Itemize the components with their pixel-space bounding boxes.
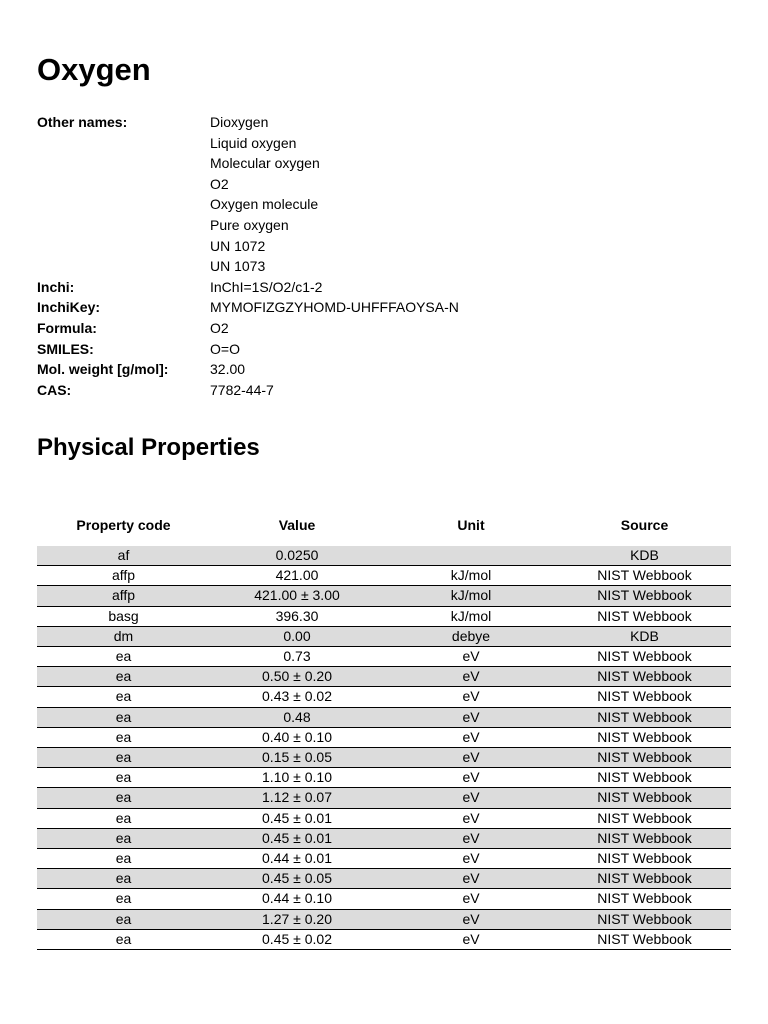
- info-value: InChI=1S/O2/c1-2: [210, 278, 323, 295]
- cell-unit: kJ/mol: [384, 566, 558, 586]
- cell-value: 0.73: [210, 647, 384, 667]
- cell-unit: eV: [384, 768, 558, 788]
- cell-property-code: affp: [37, 566, 210, 586]
- cell-unit: eV: [384, 647, 558, 667]
- table-row: [37, 626, 731, 646]
- info-values: [210, 112, 731, 277]
- info-value: UN 1072: [210, 237, 266, 254]
- info-label: SMILES:: [37, 340, 94, 357]
- table-row: [37, 586, 731, 606]
- cell-value: 1.27 ± 0.20: [210, 909, 384, 929]
- info-values: [210, 380, 731, 401]
- cell-unit: eV: [384, 667, 558, 687]
- cell-unit: eV: [384, 748, 558, 768]
- info-value: UN 1073: [210, 258, 266, 275]
- cell-source: NIST Webbook: [558, 768, 731, 788]
- section-title-physical-properties: Physical Properties: [37, 434, 260, 461]
- cell-source: NIST Webbook: [558, 707, 731, 727]
- cell-unit: eV: [384, 929, 558, 949]
- table-row: [37, 647, 731, 667]
- cell-unit: eV: [384, 727, 558, 747]
- cell-unit: [384, 546, 558, 566]
- table-row: [37, 849, 731, 869]
- cell-property-code: ea: [37, 929, 210, 949]
- table-row: [37, 667, 731, 687]
- info-label: Formula:: [37, 319, 97, 336]
- cell-source: NIST Webbook: [558, 727, 731, 747]
- info-row: [37, 359, 731, 380]
- cell-source: NIST Webbook: [558, 647, 731, 667]
- cell-value: 0.45 ± 0.01: [210, 808, 384, 828]
- table-row: [37, 889, 731, 909]
- info-label: Other names:: [37, 114, 128, 130]
- cell-unit: debye: [384, 626, 558, 646]
- table-row: [37, 929, 731, 949]
- cell-value: 0.44 ± 0.01: [210, 849, 384, 869]
- info-row: [37, 318, 731, 339]
- info-label: Inchi:: [37, 278, 75, 295]
- cell-source: NIST Webbook: [558, 606, 731, 626]
- table-row: [37, 687, 731, 707]
- cell-source: NIST Webbook: [558, 889, 731, 909]
- cell-source: NIST Webbook: [558, 849, 731, 869]
- info-value: 7782-44-7: [210, 381, 274, 398]
- table-row: [37, 808, 731, 828]
- info-row: [37, 112, 731, 277]
- table-header: [37, 512, 731, 546]
- table-body: [37, 546, 731, 950]
- table-row: [37, 768, 731, 788]
- info-value: Molecular oxygen: [210, 155, 320, 172]
- cell-value: 0.0250: [210, 546, 384, 566]
- cell-unit: eV: [384, 788, 558, 808]
- page-title: Oxygen: [37, 52, 151, 87]
- cell-source: NIST Webbook: [558, 586, 731, 606]
- cell-value: 0.43 ± 0.02: [210, 687, 384, 707]
- info-value: O2: [210, 319, 229, 336]
- info-value: MYMOFIZGZYHOMD-UHFFFAOYSA-N: [210, 299, 459, 316]
- info-value: 32.00: [210, 361, 246, 378]
- info-values: [210, 359, 731, 380]
- table-row: [37, 909, 731, 929]
- cell-source: NIST Webbook: [558, 909, 731, 929]
- cell-property-code: ea: [37, 869, 210, 889]
- cell-unit: eV: [384, 849, 558, 869]
- cell-property-code: ea: [37, 849, 210, 869]
- info-values: [210, 339, 731, 360]
- cell-property-code: ea: [37, 788, 210, 808]
- cell-property-code: ea: [37, 909, 210, 929]
- cell-unit: kJ/mol: [384, 586, 558, 606]
- info-values: [210, 297, 731, 318]
- cell-source: NIST Webbook: [558, 808, 731, 828]
- cell-value: 0.00: [210, 626, 384, 646]
- column-header-property-code: Property code: [76, 517, 171, 533]
- table-row: [37, 546, 731, 566]
- cell-property-code: affp: [37, 586, 210, 606]
- compound-info: [37, 112, 731, 400]
- table-header-row: [37, 512, 731, 546]
- cell-value: 396.30: [210, 606, 384, 626]
- cell-unit: eV: [384, 687, 558, 707]
- cell-property-code: ea: [37, 808, 210, 828]
- cell-value: 0.44 ± 0.10: [210, 889, 384, 909]
- info-value: Pure oxygen: [210, 216, 289, 233]
- column-header-source: Source: [620, 517, 669, 533]
- cell-property-code: ea: [37, 667, 210, 687]
- cell-source: NIST Webbook: [558, 788, 731, 808]
- cell-value: 0.48: [210, 707, 384, 727]
- cell-value: 0.15 ± 0.05: [210, 748, 384, 768]
- info-value: Oxygen molecule: [210, 196, 319, 213]
- cell-value: 0.40 ± 0.10: [210, 727, 384, 747]
- column-header-value: Value: [278, 517, 316, 533]
- cell-source: NIST Webbook: [558, 748, 731, 768]
- info-values: [210, 318, 731, 339]
- info-label: Mol. weight [g/mol]:: [37, 361, 169, 378]
- table-row: [37, 748, 731, 768]
- cell-unit: eV: [384, 707, 558, 727]
- cell-property-code: ea: [37, 748, 210, 768]
- cell-value: 0.45 ± 0.02: [210, 929, 384, 949]
- cell-source: NIST Webbook: [558, 667, 731, 687]
- cell-property-code: ea: [37, 768, 210, 788]
- cell-value: 421.00: [210, 566, 384, 586]
- info-value: O2: [210, 175, 229, 192]
- info-value: O=O: [210, 340, 240, 357]
- table-row: [37, 828, 731, 848]
- cell-source: NIST Webbook: [558, 929, 731, 949]
- info-label: InchiKey:: [37, 299, 101, 316]
- info-value: Dioxygen: [210, 114, 269, 130]
- cell-source: NIST Webbook: [558, 687, 731, 707]
- cell-property-code: af: [37, 546, 210, 566]
- cell-unit: eV: [384, 869, 558, 889]
- cell-value: 1.12 ± 0.07: [210, 788, 384, 808]
- cell-property-code: ea: [37, 687, 210, 707]
- table-row: [37, 727, 731, 747]
- cell-unit: kJ/mol: [384, 606, 558, 626]
- cell-source: NIST Webbook: [558, 828, 731, 848]
- cell-unit: eV: [384, 828, 558, 848]
- info-row: [37, 339, 731, 360]
- info-row: [37, 277, 731, 298]
- cell-unit: eV: [384, 909, 558, 929]
- info-value: Liquid oxygen: [210, 134, 297, 151]
- table-row: [37, 869, 731, 889]
- table-row: [37, 788, 731, 808]
- cell-value: 1.10 ± 0.10: [210, 768, 384, 788]
- table-row: [37, 566, 731, 586]
- cell-source: KDB: [558, 626, 731, 646]
- cell-value: 0.45 ± 0.01: [210, 828, 384, 848]
- cell-value: 0.45 ± 0.05: [210, 869, 384, 889]
- cell-source: KDB: [558, 546, 731, 566]
- cell-unit: eV: [384, 808, 558, 828]
- cell-property-code: basg: [37, 606, 210, 626]
- column-header-unit: Unit: [457, 517, 485, 533]
- cell-unit: eV: [384, 889, 558, 909]
- cell-property-code: ea: [37, 707, 210, 727]
- cell-source: NIST Webbook: [558, 566, 731, 586]
- physical-properties-table: [37, 512, 731, 950]
- cell-property-code: ea: [37, 828, 210, 848]
- table-row: [37, 606, 731, 626]
- cell-property-code: ea: [37, 727, 210, 747]
- info-row: [37, 380, 731, 401]
- info-label: CAS:: [37, 381, 72, 398]
- info-row: [37, 297, 731, 318]
- cell-property-code: ea: [37, 647, 210, 667]
- cell-source: NIST Webbook: [558, 869, 731, 889]
- info-values: [210, 277, 731, 298]
- table-row: [37, 707, 731, 727]
- cell-property-code: dm: [37, 626, 210, 646]
- cell-value: 0.50 ± 0.20: [210, 667, 384, 687]
- cell-property-code: ea: [37, 889, 210, 909]
- cell-value: 421.00 ± 3.00: [210, 586, 384, 606]
